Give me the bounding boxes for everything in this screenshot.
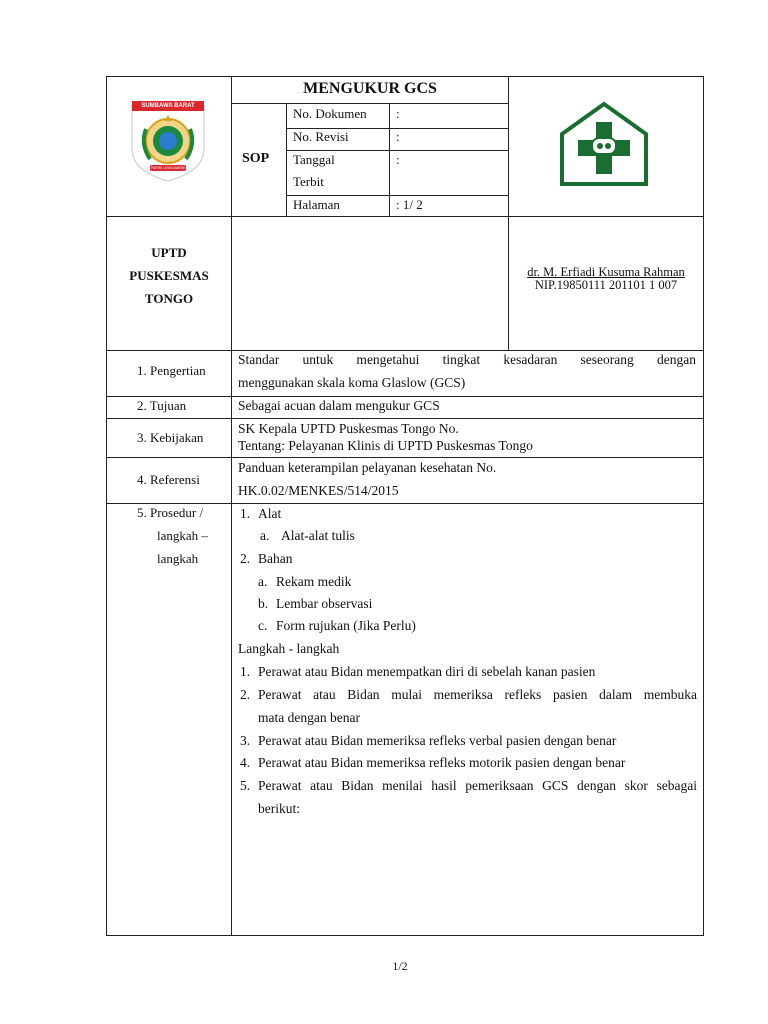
signer-nip: NIP.19850111 201101 1 007 [534, 278, 678, 292]
table-border [106, 216, 704, 217]
bahan-number: 2. [240, 551, 251, 566]
step-3-text: Perawat atau Bidan memeriksa refleks verbal pasien dengan benar [258, 733, 617, 748]
field-value-halaman: : 1/ 2 [396, 197, 423, 212]
table-border [106, 503, 704, 504]
org-name-line2: PUSKESMAS [129, 268, 209, 283]
field-label-halaman: Halaman [293, 197, 340, 212]
step-5-text-cont: berikut: [258, 801, 300, 816]
bahan-b-text: Lembar observasi [276, 596, 373, 611]
table-border [508, 76, 509, 351]
section-label-tujuan: 2. Tujuan [137, 398, 187, 413]
table-border [231, 76, 232, 936]
org-name-line3: TONGO [144, 291, 194, 306]
tujuan-text: Sebagai acuan dalam mengukur GCS [238, 398, 440, 413]
crest-ribbon-text: PARIRI LEMA BARIRI [150, 166, 186, 170]
crest-banner-text: SUMBAWA BARAT [141, 103, 195, 109]
table-border [106, 76, 704, 77]
puskesmas-cross-house-icon [558, 100, 650, 188]
section-label-langkah: langkah – [157, 528, 208, 543]
bahan-c-text: Form rujukan (Jika Perlu) [276, 618, 416, 633]
bahan-a-text: Rekam medik [276, 574, 352, 589]
step-3-number: 3. [240, 733, 251, 748]
puskesmas-logo [558, 100, 650, 188]
step-1-number: 1. [240, 664, 251, 679]
bahan-heading: Bahan [258, 551, 293, 566]
org-name-line1: UPTD [151, 245, 187, 260]
section-label-prosedur: 5. Prosedur / [137, 505, 204, 520]
referensi-line1: Panduan keterampilan pelayanan kesehatan No. [238, 460, 497, 475]
field-label-terbit: Terbit [293, 174, 324, 189]
step-2-text-cont: mata dengan benar [258, 710, 360, 725]
field-value-tanggal: : [396, 152, 400, 167]
table-border [703, 76, 704, 936]
table-border [106, 935, 704, 936]
referensi-line2: HK.0.02/MENKES/514/2015 [238, 483, 399, 498]
field-label-tanggal: Tanggal [293, 152, 335, 167]
bahan-b-letter: b. [258, 596, 269, 611]
alat-number: 1. [240, 506, 251, 521]
pengertian-line1: Standar untuk mengetahui tingkat kesadaran seseorang dengan [238, 352, 696, 367]
table-border [286, 195, 509, 196]
field-value-dokumen: : [396, 106, 400, 121]
pengertian-line2: menggunakan skala koma Glaslow (GCS) [238, 375, 466, 390]
table-border [231, 103, 509, 104]
field-label-dokumen: No. Dokumen [293, 106, 367, 121]
table-border [106, 396, 704, 397]
step-5-text: Perawat atau Bidan menilai hasil pemeriksaan GCS dengan skor sebagai [258, 778, 697, 793]
alat-a-letter: a. [260, 528, 270, 543]
step-4-number: 4. [240, 755, 251, 770]
alat-heading: Alat [258, 506, 282, 521]
table-border [286, 103, 287, 217]
table-border [106, 76, 107, 936]
table-border [389, 103, 390, 217]
alat-a-text: Alat-alat tulis [281, 528, 355, 543]
langkah-title: Langkah - langkah [238, 641, 340, 656]
kebijakan-line1: SK Kepala UPTD Puskesmas Tongo No. [238, 421, 459, 436]
step-2-text: Perawat atau Bidan mulai memeriksa refleks pasien dalam membuka [258, 687, 697, 702]
regency-crest-logo [128, 99, 208, 183]
page-number: 1/2 [392, 959, 408, 973]
field-label-revisi: No. Revisi [293, 129, 349, 144]
bahan-c-letter: c. [258, 618, 268, 633]
sop-title: MENGUKUR GCS [303, 80, 437, 97]
table-border [106, 350, 704, 351]
signer-name: dr. M. Erfiadi Kusuma Rahman [527, 265, 685, 279]
step-1-text: Perawat atau Bidan menempatkan diri di sebelah kanan pasien [258, 664, 596, 679]
section-label-kebijakan: 3. Kebijakan [137, 430, 204, 445]
bahan-a-letter: a. [258, 574, 268, 589]
table-border [106, 418, 704, 419]
sop-label: SOP [242, 151, 270, 166]
table-border [106, 457, 704, 458]
section-label-referensi: 4. Referensi [137, 472, 200, 487]
table-border [286, 150, 509, 151]
section-label-langkah2: langkah [157, 551, 199, 566]
step-2-number: 2. [240, 687, 251, 702]
step-5-number: 5. [240, 778, 251, 793]
section-label-pengertian: 1. Pengertian [137, 363, 206, 378]
step-4-text: Perawat atau Bidan memeriksa refleks motorik pasien dengan benar [258, 755, 626, 770]
kebijakan-line2: Tentang: Pelayanan Klinis di UPTD Puskesmas Tongo [238, 438, 533, 453]
field-value-revisi: : [396, 129, 400, 144]
